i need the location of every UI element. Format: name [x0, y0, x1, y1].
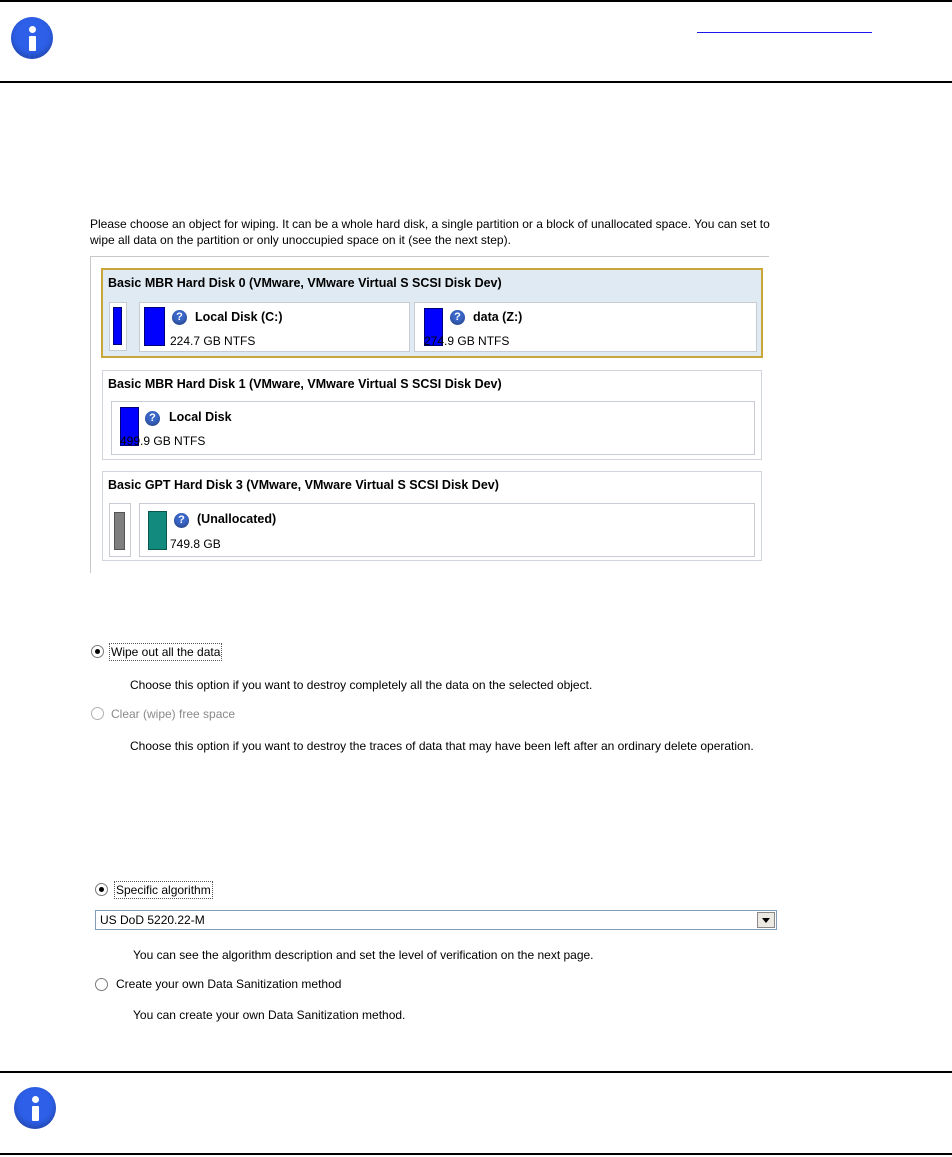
question-mark-icon: ?: [145, 411, 160, 426]
partition-usage-bar: [144, 307, 165, 346]
disk-title: Basic MBR Hard Disk 0 (VMware, VMware Virtual S SCSI Disk Dev): [108, 276, 502, 290]
partition-usage-bar: [114, 512, 125, 550]
partition-usage-bar: [113, 307, 122, 345]
partition-size: 749.8 GB: [170, 537, 221, 551]
top-note-top-rule: [0, 0, 952, 2]
partition-usage-bar: [148, 511, 167, 550]
partition-unallocated[interactable]: [139, 503, 755, 557]
clear-free-space-radio[interactable]: [91, 707, 104, 720]
system-partition-block[interactable]: [109, 302, 127, 351]
wipe-all-data-radio[interactable]: [91, 645, 104, 658]
disk-item-3[interactable]: [102, 471, 762, 561]
hyperlink-underline[interactable]: [697, 32, 872, 33]
partition-data-z[interactable]: [414, 302, 757, 352]
partition-local-disk-c[interactable]: [139, 302, 410, 352]
specific-algorithm-description: You can see the algorithm description and set the level of verification on the next page.: [133, 948, 594, 962]
wipe-all-data-label[interactable]: Wipe out all the data: [111, 645, 221, 659]
question-mark-icon: ?: [174, 513, 189, 528]
question-mark-icon: ?: [172, 310, 187, 325]
clear-free-space-label[interactable]: Clear (wipe) free space: [111, 707, 236, 721]
specific-algorithm-radio[interactable]: [95, 883, 108, 896]
intro-text: Please choose an object for wiping. It can be a whole hard disk, a single partition or a block of unallocated space. You can set to wipe all data on the partition or only unoccupied space on it (see the next step).: [90, 217, 770, 247]
disk-list[interactable]: [90, 256, 769, 573]
chevron-down-icon[interactable]: [757, 912, 775, 928]
disk-item-0[interactable]: [101, 268, 763, 358]
wipe-all-data-description: Choose this option if you want to destroy completely all the data on the selected object.: [130, 678, 593, 692]
partition-name: (Unallocated): [197, 512, 277, 526]
top-note-bottom-rule: [0, 81, 952, 83]
algorithm-select[interactable]: [95, 910, 777, 930]
custom-method-description: You can create your own Data Sanitization method.: [133, 1008, 406, 1022]
partition-name: data (Z:): [473, 310, 523, 324]
bottom-note-bottom-rule: [0, 1153, 952, 1155]
partition-name: Local Disk: [169, 410, 232, 424]
partition-size: 224.7 GB NTFS: [170, 334, 256, 348]
algorithm-selected-value: US DoD 5220.22-M: [100, 913, 205, 927]
reserved-partition-block[interactable]: [109, 503, 131, 557]
partition-local-disk[interactable]: [111, 401, 755, 455]
custom-method-label[interactable]: Create your own Data Sanitization method: [116, 977, 342, 991]
clear-free-space-description: Choose this option if you want to destroy the traces of data that may have been left after an ordinary delete operation.: [130, 739, 754, 753]
partition-name: Local Disk (C:): [195, 310, 283, 324]
info-icon: [14, 1087, 56, 1129]
specific-algorithm-label[interactable]: Specific algorithm: [116, 883, 211, 897]
question-mark-icon: ?: [450, 310, 465, 325]
partition-size: 274.9 GB NTFS: [424, 334, 510, 348]
disk-title: Basic GPT Hard Disk 3 (VMware, VMware Virtual S SCSI Disk Dev): [108, 478, 499, 492]
bottom-note-top-rule: [0, 1071, 952, 1073]
partition-size: 499.9 GB NTFS: [120, 434, 206, 448]
custom-method-radio[interactable]: [95, 978, 108, 991]
disk-title: Basic MBR Hard Disk 1 (VMware, VMware Virtual S SCSI Disk Dev): [108, 377, 502, 391]
info-icon: [11, 17, 53, 59]
disk-item-1[interactable]: [102, 370, 762, 460]
